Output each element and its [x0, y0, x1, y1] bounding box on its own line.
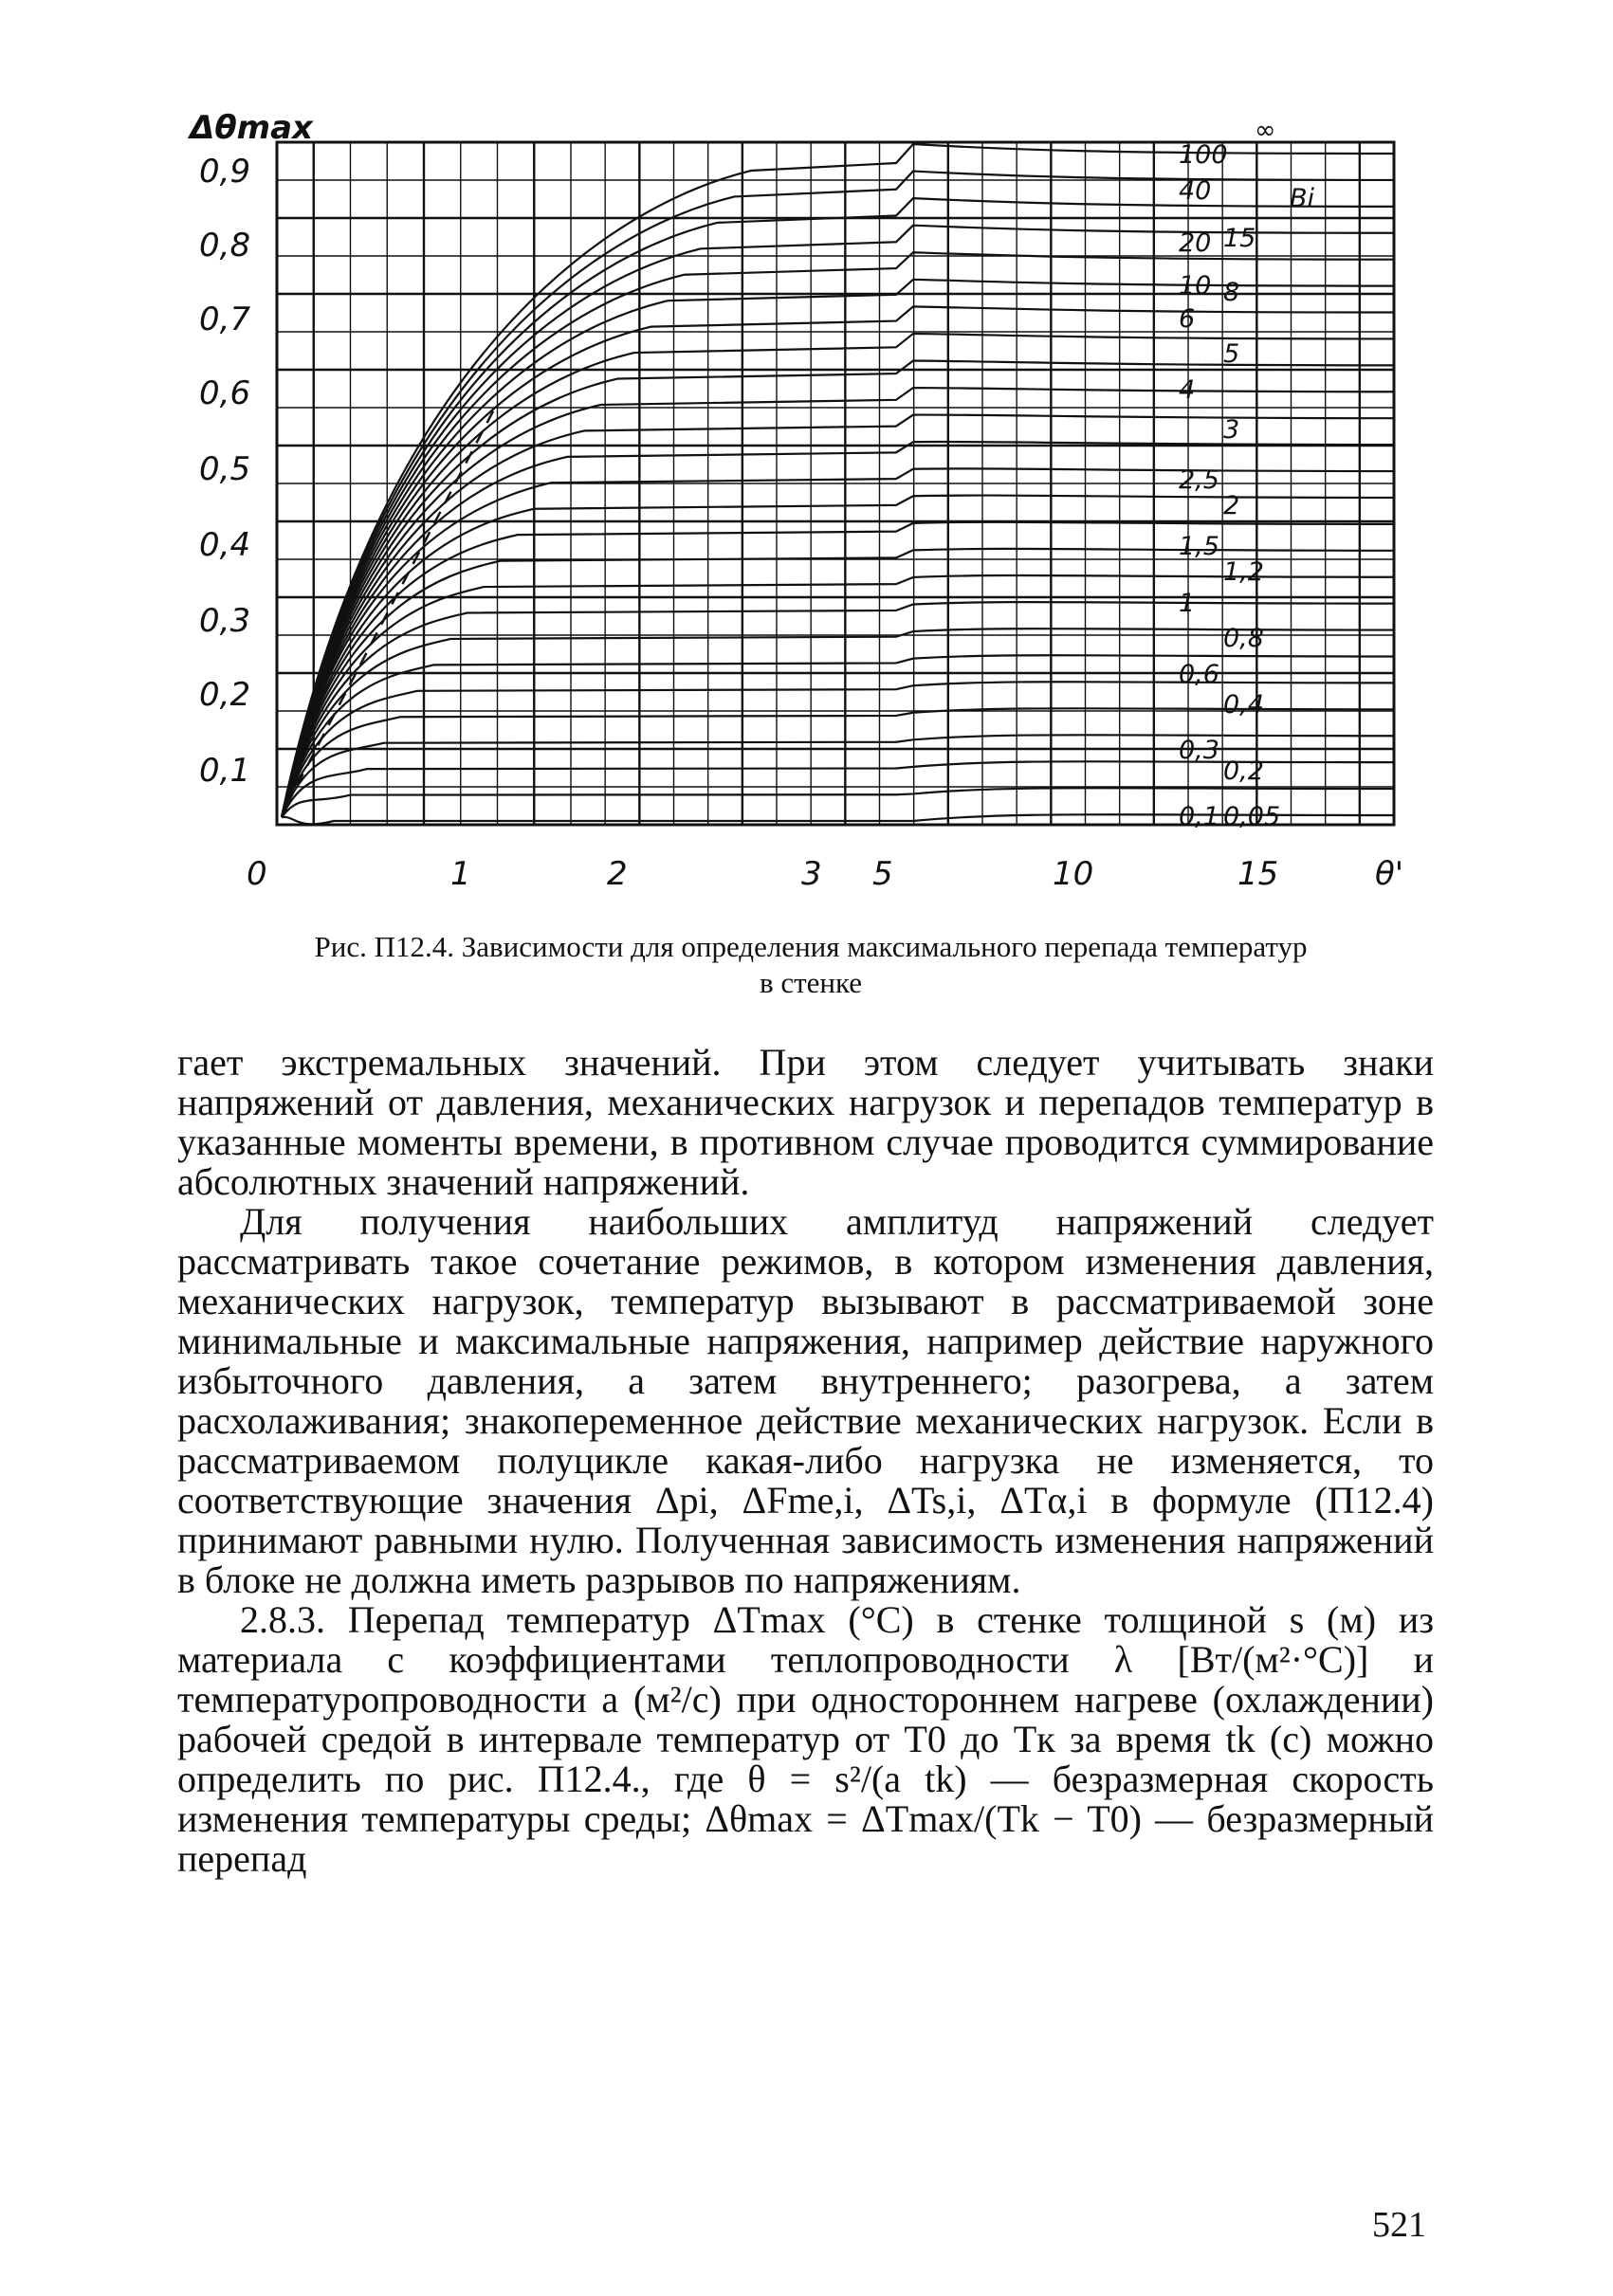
x-tick-label: 5 [872, 855, 893, 893]
curve-param-label: 0,1 [1179, 802, 1219, 831]
curve-param-label: 0,2 [1223, 756, 1264, 786]
x-tick-label: 1 [450, 855, 471, 893]
x-tick-label: 2 [607, 855, 628, 893]
curve-param-label: 0,3 [1179, 736, 1219, 765]
y-tick-label: 0,6 [199, 374, 251, 412]
asymptote-dash [286, 406, 496, 806]
curve-param-label: 0,8 [1223, 624, 1264, 653]
y-tick-label: 0,3 [199, 602, 251, 640]
curve-param-label: 8 [1223, 278, 1240, 307]
curve-param-label: 10 [1179, 271, 1212, 301]
y-tick-label: 0,9 [199, 153, 251, 191]
paragraph-3: 2.8.3. Перепад температур ΔTmax (°С) в стенке толщиной s (м) из материала с коэффициентами теплопроводности λ [Вт/(м²·°С)] и температуропроводности a (м²/с) при одностороннем нагреве (охлаждении) рабочей средой в интервале температур от T0 до Tк за время tk (с) можно определить по рис. П12.4., где θ = s²/(a tk) — безразмерная скорость изменения температуры среды; Δθmax = ΔTmax/(Tk − T0) — безразмерный перепад [177, 1598, 1434, 1880]
curve-param-label: 20 [1179, 228, 1212, 258]
curve-param-label: 2 [1223, 491, 1240, 520]
y-axis-title: Δθmax [190, 112, 313, 147]
curve-param-label: 1 [1179, 589, 1196, 618]
caption-line-2: в стенке [759, 966, 863, 999]
caption-line-1: Рис. П12.4. Зависимости для определения максимального перепада температур [314, 930, 1308, 963]
curve-param-label: 15 [1223, 224, 1256, 253]
curve-param-label: 0,4 [1223, 690, 1264, 720]
curve-param-label: 100 [1179, 140, 1228, 170]
paragraph-2: Для получения наибольших амплитуд напряжений следует рассматривать такое сочетание режимов, в котором изменения давления, механических нагрузок, температур вызывают в рассматриваемой зоне минимальные и максимальные напряжения, например действие наружного избыточного давления, а затем внутреннего; разогрева, а затем расхолаживания; знакопеременное действие механических нагрузок. Если в рассматриваемом полуцикле какая-либо нагрузка не изменяется, то соответствующие значения Δpi, ΔFme,i, ΔTs,i, ΔTα,i в формуле (П12.4) принимают равными нулю. Полученная зависимость изменения напряжений в блоке не должна иметь разрывов по напряжениям. [177, 1200, 1434, 1601]
body-text [177, 1043, 1434, 1879]
y-tick-label: 0,1 [199, 752, 251, 790]
curve-param-label: 5 [1223, 339, 1240, 369]
x-axis-title: θ' [1375, 855, 1404, 893]
curve-param-label: 2,5 [1179, 465, 1219, 495]
temperature-drop-chart [185, 112, 1465, 927]
curve-param-label: 40 [1179, 176, 1212, 206]
bi-infinity-label: ∞ [1255, 116, 1276, 145]
curve-line [282, 252, 1394, 817]
bi-label: Bi [1290, 184, 1315, 213]
chart-labels [187, 112, 1403, 893]
curve-param-label: 3 [1223, 415, 1240, 445]
curve-param-label: 4 [1179, 375, 1196, 405]
y-tick-label: 0,4 [199, 526, 251, 564]
y-tick-label: 0,5 [199, 450, 251, 488]
y-tick-label: 0,2 [199, 676, 251, 714]
x-tick-label: 10 [1053, 855, 1094, 893]
paragraph-1: гает экстремальных значений. При этом следует учитывать знаки напряжений от давления, механических нагрузок и перепадов температур в указанные моменты времени, в противном случае проводится суммирование абсолютных значений напряжений. [177, 1041, 1434, 1203]
x-tick-label: 15 [1237, 855, 1279, 893]
curve-param-label: 6 [1179, 304, 1196, 334]
asymptote-dashed-line [286, 406, 496, 806]
curve-param-label: 0,6 [1179, 660, 1219, 689]
x-tick-label: 0 [247, 855, 267, 893]
curve-param-label: 1,2 [1223, 557, 1264, 587]
y-tick-label: 0,8 [199, 227, 251, 264]
x-tick-label: 3 [801, 855, 822, 893]
figure-caption [161, 929, 1460, 1001]
page-number: 521 [1372, 2205, 1426, 2245]
y-tick-label: 0,7 [199, 301, 251, 338]
curve-param-label: 1,5 [1179, 532, 1219, 561]
curve-param-label: 0,05 [1223, 802, 1281, 831]
